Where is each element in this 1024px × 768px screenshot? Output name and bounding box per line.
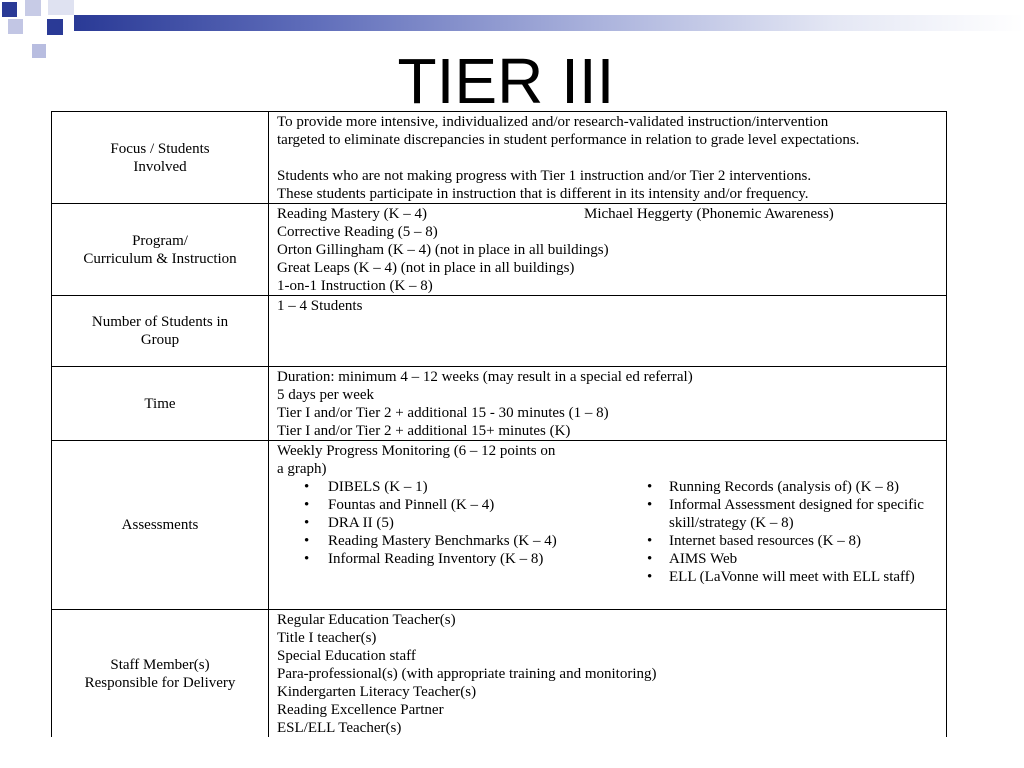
row-label	[52, 610, 269, 738]
decor-square	[47, 19, 63, 35]
content-line: These students participate in instruction that is different in its intensity and/or frequency.	[277, 186, 809, 202]
content-line: Special Education staff	[277, 648, 416, 664]
content-line: Kindergarten Literacy Teacher(s)	[277, 684, 477, 700]
row-students	[52, 296, 947, 367]
content-line: Duration: minimum 4 – 12 weeks (may result in a special ed referral)	[277, 369, 693, 385]
content-line: Great Leaps (K – 4) (not in place in all buildings)	[277, 260, 575, 276]
decor-square	[2, 2, 17, 17]
row-label-line: Number of Students in	[91, 314, 229, 330]
content-line: Corrective Reading (5 – 8)	[277, 224, 438, 240]
content-line: To provide more intensive, individualized and/or research-validated instruction/intervention	[277, 114, 829, 130]
content-line: ESL/ELL Teacher(s)	[277, 720, 402, 736]
row-time	[52, 367, 947, 441]
content-blank-line	[277, 149, 946, 167]
list-item: • Informal Reading Inventory (K – 8)	[277, 550, 639, 568]
row-label-line: Group	[140, 332, 180, 348]
list-item: • Fountas and Pinnell (K – 4)	[277, 496, 639, 514]
tier-table	[51, 111, 947, 737]
content-line: Orton Gillingham (K – 4) (not in place in all buildings)	[277, 242, 609, 258]
row-label-line: Focus / Students	[110, 140, 210, 157]
content-line: Title I teacher(s)	[277, 630, 377, 646]
row-label	[52, 441, 269, 610]
decor-square	[48, 0, 74, 15]
list-item: • DIBELS (K – 1)	[277, 478, 639, 496]
row-content	[269, 112, 947, 204]
list-item: • AIMS Web	[639, 550, 946, 568]
content-line: Para-professional(s) (with appropriate training and monitoring)	[277, 666, 657, 682]
decor-square	[25, 0, 41, 16]
row-label-line: Time	[144, 395, 176, 412]
row-label-line: Involved	[133, 158, 187, 175]
program-first-line	[277, 205, 946, 223]
content-line: Tier I and/or Tier 2 + additional 15 - 30 minutes (1 – 8)	[277, 405, 609, 421]
list-item: • Internet based resources (K – 8)	[639, 532, 946, 550]
assessment-lists	[277, 478, 946, 586]
decor-square	[8, 19, 23, 34]
row-content	[269, 367, 947, 441]
row-label-line: Program/	[132, 232, 188, 249]
content-line: Weekly Progress Monitoring (6 – 12 points on	[277, 443, 556, 459]
row-label-line: Curriculum & Instruction	[83, 250, 237, 267]
content-line: Reading Excellence Partner	[277, 702, 444, 718]
row-label-line: Staff Member(s)	[110, 656, 210, 673]
row-content	[269, 204, 947, 296]
content-line: Students who are not making progress with Tier 1 instruction and/or Tier 2 interventions.	[277, 168, 812, 184]
content-line: 1 – 4 Students	[277, 298, 363, 314]
content-line: 5 days per week	[277, 387, 375, 403]
assessment-list-left	[277, 478, 639, 586]
row-assessments	[52, 441, 947, 610]
row-label	[52, 112, 269, 204]
row-label	[52, 296, 269, 367]
row-program	[52, 204, 947, 296]
row-label-line: Responsible for Delivery	[84, 674, 236, 691]
row-content	[269, 296, 947, 367]
content-line: a graph)	[277, 461, 327, 477]
list-item: • DRA II (5)	[277, 514, 639, 532]
row-focus	[52, 112, 947, 204]
row-label	[52, 367, 269, 441]
list-item: • ELL (LaVonne will meet with ELL staff)	[639, 568, 946, 586]
content-line: targeted to eliminate discrepancies in student performance in relation to grade level expectations.	[277, 132, 860, 148]
row-content	[269, 610, 947, 738]
page-title: TIER III	[397, 45, 615, 117]
list-item: • Informal Assessment designed for specific skill/strategy (K – 8)	[639, 496, 946, 532]
content-line: 1-on-1 Instruction (K – 8)	[277, 278, 433, 294]
content-line: Michael Heggerty (Phonemic Awareness)	[584, 206, 834, 222]
content-line: Reading Mastery (K – 4)	[277, 206, 427, 222]
row-label-line: Assessments	[121, 517, 199, 533]
list-item: • Reading Mastery Benchmarks (K – 4)	[277, 532, 639, 550]
list-item: • Running Records (analysis of) (K – 8)	[639, 478, 946, 496]
content-line: Regular Education Teacher(s)	[277, 612, 456, 628]
row-label	[52, 204, 269, 296]
decor-gradient-bar	[74, 15, 1024, 31]
row-staff	[52, 610, 947, 738]
content-line: Tier I and/or Tier 2 + additional 15+ minutes (K)	[277, 423, 571, 439]
row-content	[269, 441, 947, 610]
assessment-list-right	[639, 478, 946, 586]
